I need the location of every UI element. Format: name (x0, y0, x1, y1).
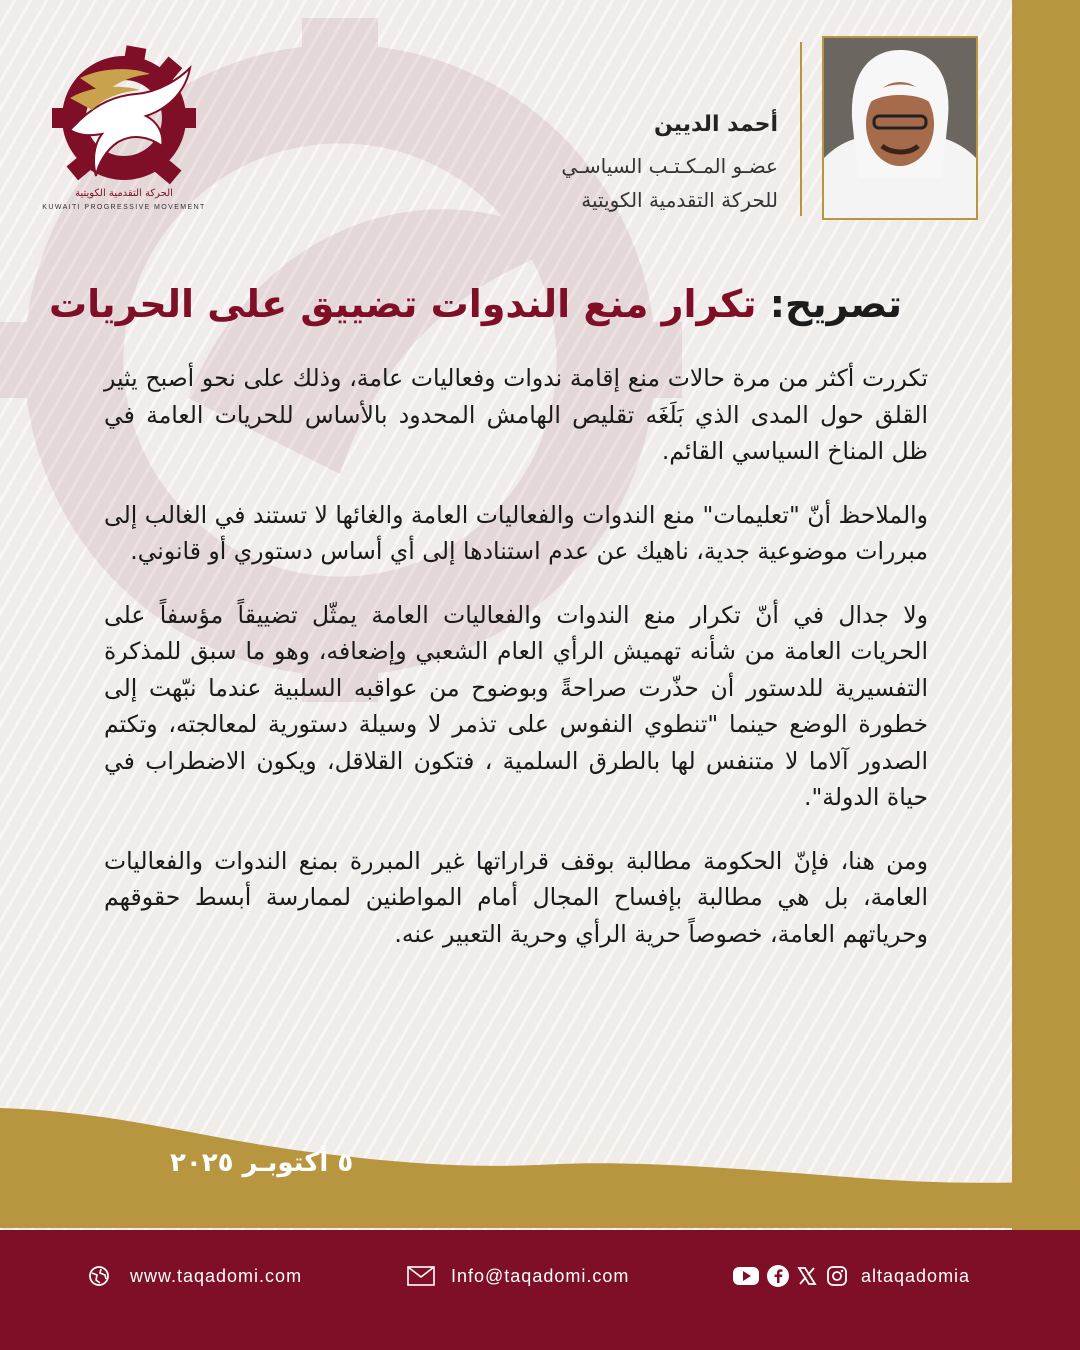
author-role (561, 149, 778, 217)
logo-arabic-text: الحركة التقدمية الكويتية (75, 188, 173, 199)
paragraph-1: تكررت أكثر من مرة حالات منع إقامة ندوات وفعاليات عامة، وذلك على نحو أصبح يثير القلق حول المدى الذي بَلَغَه تقليص الهامش المحدود بالأساس للحريات العامة في ظل المناخ السياسي القائم. (104, 364, 928, 465)
gold-side-bar (1012, 0, 1080, 1230)
author-info (561, 112, 778, 217)
footer-bar (0, 1230, 1080, 1350)
gear-dove-logo-icon (40, 38, 208, 198)
title-main: تكرار منع الندوات تضييق على الحريات (48, 282, 757, 326)
youtube-icon[interactable] (733, 1266, 759, 1286)
website-link[interactable]: www.taqadomi.com (130, 1265, 303, 1286)
paragraph-4: ومن هنا، فإنّ الحكومة مطالبة بوقف قراراتها غير المبررة بمنع الندوات والفعاليات العامة، بل هي مطالبة بإفساح المجال أمام المواطنين لممارسة أبسط حقوقهم وحرياتهم العامة، خصوصاً حرية الرأي وحرية التعبير عنه. (104, 846, 928, 948)
author-role-line-1: عضـو المـكـتـب السياسـي (561, 154, 778, 178)
logo (40, 38, 208, 218)
email-link[interactable]: Info@taqadomi.com (451, 1265, 630, 1286)
footer-social[interactable] (733, 1262, 970, 1290)
author-divider (800, 42, 802, 216)
paragraph-3: ولا جدال في أنّ تكرار منع الندوات والفعاليات العامة يمثّل تضييقاً مؤسفاً على الحريات العامة من شأنه تهميش الرأي العام الشعبي وإضعافه، وهو ما سبق للمذكرة التفسيرية للدستور أن حذّرت صراحةً وبوضوح من عواقبه السلبية عندما نبّهت إلى خطورة الوضع حينما "تنطوي النفوس على تذمر لا وسيلة دستورية لمعالجته، وتكتم الصدور آلاما لا متنفس لها بالطرق السلمية ، فتكون القلاقل، ويكون الاضطراب في حياة الدولة". (104, 600, 928, 811)
paragraph-2: والملاحظ أنّ "تعليمات" منع الندوات والفعاليات العامة والغائها لا تستند في الغالب إلى مبررات موضوعية جدية، ناهيك عن عدم استنادها إلى أي أساس دستوري أو قانوني. (104, 500, 928, 565)
statement-title (49, 282, 902, 326)
statement-date: ٥ أكتوبـر ٢٠٢٥ (170, 1148, 354, 1178)
facebook-icon[interactable] (767, 1265, 789, 1287)
author-photo (822, 36, 978, 220)
gold-wave-shape (0, 1108, 1080, 1228)
logo-english-text: KUWAITI PROGRESSIVE MOVEMENT (42, 204, 206, 211)
instagram-icon[interactable] (827, 1266, 847, 1286)
title-prefix: تصريح: (769, 282, 902, 326)
author-portrait-icon (824, 38, 976, 218)
author-name: أحمد الديين (653, 112, 778, 137)
author-role-line-2: للحركة التقدمية الكويتية (581, 188, 778, 212)
mail-icon (407, 1266, 435, 1286)
globe-icon (88, 1265, 110, 1287)
footer-email[interactable] (407, 1262, 629, 1290)
statement-body (104, 360, 928, 979)
x-icon[interactable] (797, 1266, 817, 1286)
footer-website[interactable] (88, 1262, 302, 1290)
social-handle[interactable]: altaqadomia (861, 1265, 971, 1286)
